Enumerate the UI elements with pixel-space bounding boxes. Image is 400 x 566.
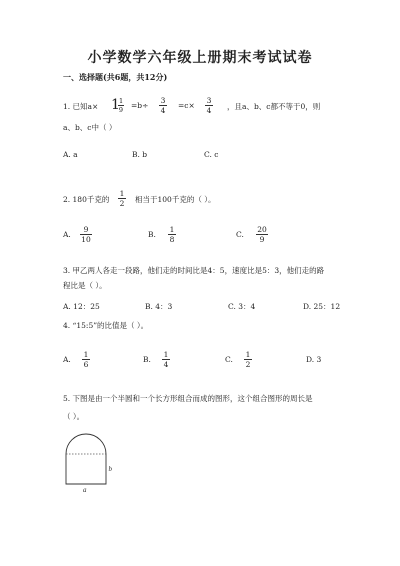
q3-option-b: B. 4：3 (145, 302, 173, 311)
q1-mixed-fraction (118, 97, 124, 114)
q2-option-b-label: B. (148, 230, 156, 239)
q2-suffix: 相当于100千克的（ ）。 (135, 195, 216, 204)
q3-line-2: 程比是（ ）。 (63, 281, 107, 290)
q2-fraction-denominator: 2 (119, 199, 125, 208)
q2-option-a-label: A. (63, 230, 71, 239)
q1-fraction-2 (159, 96, 167, 115)
q3-option-c: C. 3：4 (228, 302, 256, 311)
q4-option-a-label: A. (63, 355, 71, 364)
q4-option-d: D. 3 (306, 355, 322, 364)
q1-fraction-3 (205, 96, 213, 115)
q4-option-c-numerator: 1 (245, 350, 251, 359)
q4-option-b-label: B. (143, 355, 151, 364)
q2-option-a-fraction (80, 225, 92, 244)
q4-option-c-denominator: 2 (245, 360, 251, 369)
q2-option-b-numerator: 1 (169, 225, 175, 234)
q1-mixed-integer: 1 (111, 97, 120, 113)
q5-line-1: 5. 下图是由一个半圆和一个长方形组合而成的图形，这个组合图形的周长是 (63, 394, 313, 403)
page-title: 小学数学六年级上册期末考试试卷 (87, 50, 313, 66)
q1-mixed-denominator: 9 (118, 106, 124, 114)
q3-line-1: 3. 甲乙两人各走一段路，他们走的时间比是4：5，速度比是5：3，他们走的路 (63, 266, 325, 275)
q1-mixed-numerator: 1 (119, 97, 124, 105)
q1-prefix: 1. 已知a× (63, 102, 99, 111)
label-a: a (83, 486, 87, 494)
q2-fraction-numerator: 1 (119, 189, 125, 198)
q4-option-c-label: C. (225, 355, 233, 364)
q1-option-c: C. c (204, 150, 219, 159)
q4-option-b-fraction (162, 350, 170, 369)
q4-option-b-numerator: 1 (163, 350, 169, 359)
section-heading: 一、选择题(共6题，共12分) (63, 72, 168, 82)
q1-line-2: a、b、c中（ ） (63, 123, 117, 132)
q1-option-b: B. b (132, 150, 148, 159)
q1-equals-b: =b÷ (131, 101, 149, 110)
q2-option-c-numerator: 20 (257, 225, 267, 234)
q1-suffix: ，且a、b、c都不等于0，则 (227, 102, 321, 111)
q4-option-b-denominator: 4 (163, 360, 169, 369)
label-b: b (108, 465, 112, 473)
q4-text: 4. “15:5”的比值是（ ）。 (63, 321, 149, 330)
q1-fraction-2-denominator: 4 (160, 106, 166, 115)
q4-option-a-fraction (82, 350, 90, 369)
q2-option-a-numerator: 9 (80, 225, 92, 235)
q2-option-b-fraction (168, 225, 176, 244)
q2-option-c-fraction (256, 225, 268, 244)
q1-option-a: A. a (63, 150, 78, 159)
q2-option-c-denominator: 9 (259, 235, 265, 244)
semicircle-rectangle-shape (66, 434, 106, 484)
q1-fraction-3-denominator: 4 (206, 106, 212, 115)
q5-line-2: （ ）。 (63, 412, 85, 421)
q2-option-b-denominator: 8 (169, 235, 175, 244)
q2-prefix: 2. 180千克的 (63, 195, 110, 204)
q1-equals-c: =c× (178, 101, 195, 110)
q4-option-a-numerator: 1 (83, 350, 89, 359)
q4-option-a-denominator: 6 (83, 360, 89, 369)
q2-option-a-denominator: 10 (81, 235, 91, 244)
q4-option-c-fraction (244, 350, 252, 369)
q3-option-a: A. 12：25 (63, 302, 100, 311)
q3-option-d: D. 25：12 (303, 302, 341, 311)
q1-fraction-2-numerator: 3 (160, 96, 166, 105)
q2-fraction (118, 189, 126, 208)
q2-option-c-label: C. (236, 230, 244, 239)
composite-figure-diagram (60, 425, 120, 495)
q1-fraction-3-numerator: 3 (206, 96, 212, 105)
